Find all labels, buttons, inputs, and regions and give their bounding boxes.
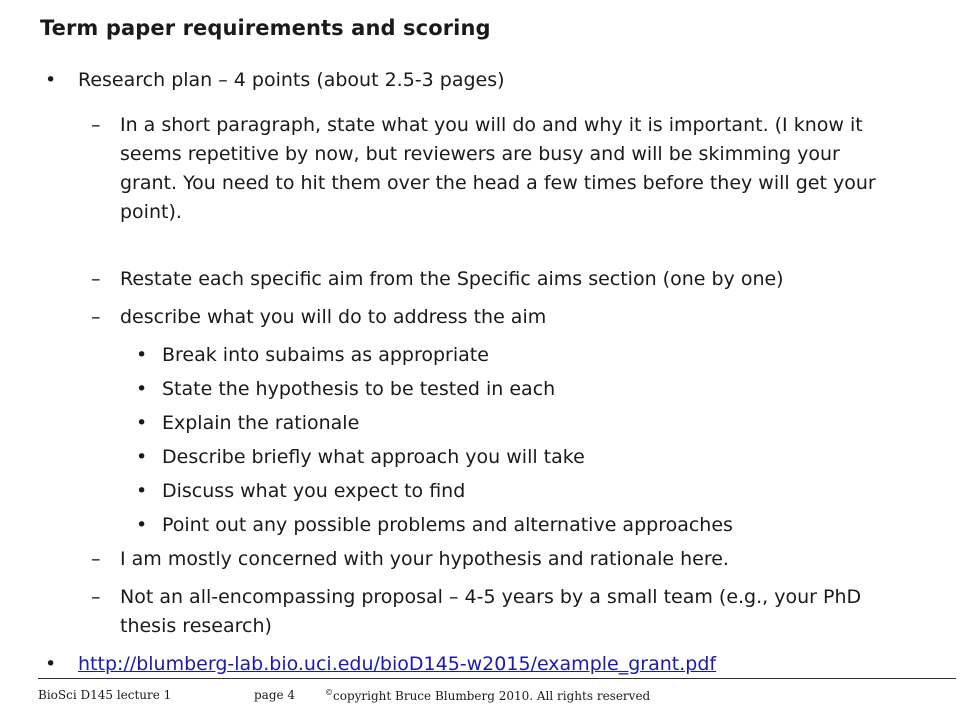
sub-bullet-concerned	[0, 545, 960, 574]
bullet-marker: •	[136, 480, 148, 502]
bullet-marker: •	[136, 412, 148, 434]
subsub-bullet	[0, 443, 960, 472]
subsub-text: Discuss what you expect to find	[162, 480, 466, 502]
bullet-marker: •	[45, 69, 57, 91]
sub-bullet-paragraph	[0, 111, 960, 227]
sub-bullet-text: Not an all-encompassing proposal – 4-5 years by a small team (e.g., your PhD thesis research)	[120, 586, 862, 637]
subsub-text: Explain the rationale	[162, 412, 360, 434]
sub-bullet-text: In a short paragraph, state what you will do and why it is important. (I know it seems repetitive by now, but reviewers are busy and will be skimming your grant. You need to hit them over the head a few times before they will get your point).	[120, 114, 876, 223]
sub-bullet-text: Restate each specific aim from the Specific aims section (one by one)	[120, 268, 784, 290]
footer-page: page 4	[254, 688, 296, 702]
subsub-bullet	[0, 375, 960, 404]
subsub-text: Point out any possible problems and alternative approaches	[162, 514, 733, 536]
sub-bullet-text: describe what you will do to address the aim	[120, 306, 547, 328]
bullet-marker: •	[136, 378, 148, 400]
dash-marker: –	[91, 268, 101, 290]
footer-course: BioSci D145 lecture 1	[38, 688, 172, 702]
subsub-bullet	[0, 477, 960, 506]
bullet-text: Research plan – 4 points (about 2.5-3 pages)	[78, 69, 505, 91]
sub-bullet-restate	[0, 265, 960, 294]
slide-title: Term paper requirements and scoring	[40, 16, 491, 40]
subsub-bullet	[0, 341, 960, 370]
bullet-research-plan	[0, 66, 960, 95]
subsub-bullet	[0, 409, 960, 438]
example-grant-link[interactable]: http://blumberg-lab.bio.uci.edu/bioD145-w2015/example_grant.pdf	[78, 653, 717, 675]
dash-marker: –	[91, 114, 101, 136]
sub-bullet-describe	[0, 303, 960, 332]
dash-marker: –	[91, 548, 101, 570]
copyright-symbol: ©	[325, 688, 333, 697]
spacer	[0, 236, 960, 265]
bullet-link	[0, 650, 960, 679]
footer-copyright	[325, 688, 650, 703]
slide-content	[0, 66, 960, 695]
subsub-text: Describe briefly what approach you will take	[162, 446, 585, 468]
bullet-marker: •	[136, 514, 148, 536]
copyright-text: copyright Bruce Blumberg 2010. All rights reserved	[333, 689, 651, 703]
bullet-marker: •	[136, 446, 148, 468]
bullet-marker: •	[45, 653, 57, 675]
subsub-text: State the hypothesis to be tested in each	[162, 378, 556, 400]
dash-marker: –	[91, 306, 101, 328]
subsub-text: Break into subaims as appropriate	[162, 344, 489, 366]
sub-bullet-not-proposal	[0, 583, 960, 641]
subsub-bullet	[0, 511, 960, 540]
sub-bullet-text: I am mostly concerned with your hypothesis and rationale here.	[120, 548, 729, 570]
footer-divider	[38, 678, 956, 679]
bullet-marker: •	[136, 344, 148, 366]
dash-marker: –	[91, 586, 101, 608]
